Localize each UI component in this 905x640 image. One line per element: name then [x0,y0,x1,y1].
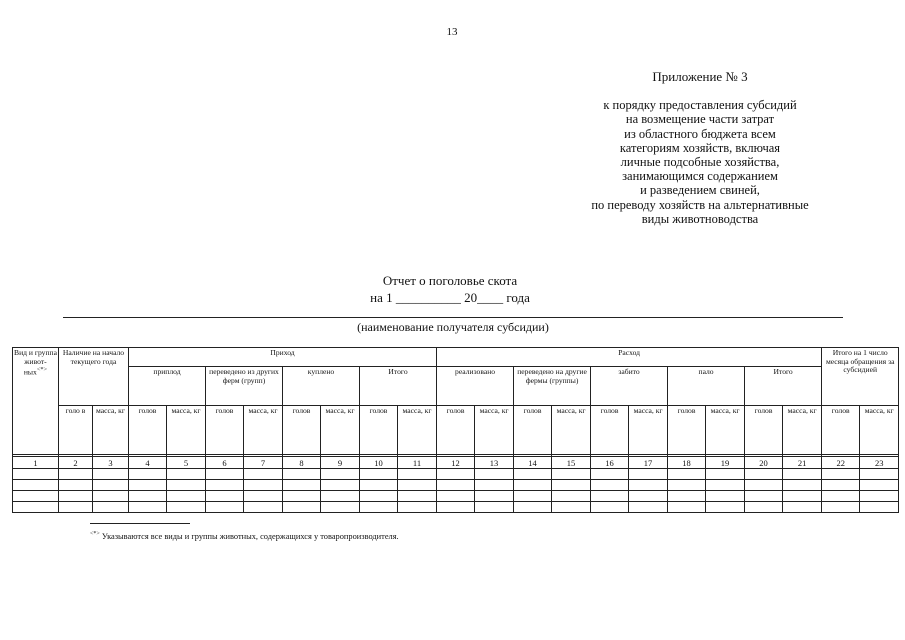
livestock-report-table [12,347,899,513]
header-mass: масса, кг [860,406,899,455]
column-number-cell: 13 [475,457,514,469]
header-heads: голов [745,406,783,455]
header-income-offspring: приплод [129,367,206,406]
header-mass: масса, кг [475,406,514,455]
header-heads: голов [206,406,244,455]
column-number-cell: 21 [783,457,822,469]
appendix-line: на возмещение части затрат [625,112,775,127]
recipient-caption: (наименование получателя субсидии) [357,320,549,334]
header-expense-slaughtered: забито [591,367,668,406]
header-heads: голов [668,406,706,455]
column-number-cell: 17 [629,457,668,469]
report-title-block [300,272,600,306]
footnote-mark: <*> [36,366,48,374]
column-number-cell: 7 [244,457,283,469]
footnote-mark: <*> [90,531,100,537]
appendix-line: из областного бюджета всем [624,126,776,141]
column-number-cell: 11 [398,457,437,469]
header-expense-sold: реализовано [437,367,514,406]
column-number-cell: 3 [93,457,129,469]
column-number-cell: 19 [706,457,745,469]
column-number-cell: 16 [591,457,629,469]
header-expense-total: Итого [745,367,822,406]
header-heads: голов [437,406,475,455]
header-mass: масса, кг [321,406,360,455]
header-income-bought: куплено [283,367,360,406]
header-heads: голов [129,406,167,455]
header-mass: масса, кг [167,406,206,455]
recipient-name-line [63,317,843,318]
column-number-cell: 20 [745,457,783,469]
column-number-cell: 12 [437,457,475,469]
header-expense-transferred: переведено на другие фермы (группы) [514,367,591,406]
appendix-line: к порядку предоставления субсидий [603,98,797,113]
column-number-cell: 18 [668,457,706,469]
appendix-line: по переводу хозяйств на альтернативные [591,197,809,212]
footnote-text: Указываются все виды и группы животных, содержащихся у товаропроизводителя. [101,531,399,541]
empty-data-row [13,502,899,513]
appendix-block [560,70,840,226]
header-heads: голов [591,406,629,455]
report-title: Отчет о поголовье скота [382,273,518,288]
column-number-cell: 10 [360,457,398,469]
column-number-cell: 23 [860,457,899,469]
empty-data-row [13,491,899,502]
appendix-line: виды животноводства [641,211,759,226]
column-number-cell: 9 [321,457,360,469]
column-number-cell: 4 [129,457,167,469]
header-income-total: Итого [360,367,437,406]
header-mass: масса, кг [629,406,668,455]
header-income-transferred: переведено из других ферм (групп) [206,367,283,406]
column-number-cell: 15 [552,457,591,469]
appendix-line: занимающимся содержанием [622,169,778,184]
header-heads: голов [514,406,552,455]
header-heads: голо в [59,406,93,455]
column-number-cell: 1 [13,457,59,469]
column-number-cell: 22 [822,457,860,469]
footnote-rule [90,523,190,524]
footnote [90,531,399,541]
header-heads: голов [360,406,398,455]
appendix-line: категориям хозяйств, включая [619,140,781,155]
header-mass: масса, кг [244,406,283,455]
appendix-line: личные подсобные хозяйства, [620,155,780,170]
column-number-cell: 6 [206,457,244,469]
empty-data-row [13,469,899,480]
column-number-cell: 8 [283,457,321,469]
column-number-cell: 5 [167,457,206,469]
header-mass: масса, кг [93,406,129,455]
header-total-month: Итого на 1 число месяца обращения за субсидией [822,348,899,406]
appendix-title: Приложение № 3 [652,69,748,84]
empty-data-row [13,480,899,491]
page-number: 13 [446,26,458,38]
header-mass: масса, кг [706,406,745,455]
report-date-line: на 1 __________ 20____ года [370,290,530,305]
header-expense: Расход [437,348,822,367]
header-animal-kind: Вид и группа живот-ных<*> [13,348,59,455]
header-mass: масса, кг [783,406,822,455]
header-income: Приход [129,348,437,367]
header-mass: масса, кг [552,406,591,455]
header-heads: голов [822,406,860,455]
column-number-cell: 2 [59,457,93,469]
appendix-line: и разведением свиней, [640,183,760,198]
header-mass: масса, кг [398,406,437,455]
header-heads: голов [283,406,321,455]
column-number-row [13,457,899,469]
header-start-of-year: Наличие на начало текущего года [59,348,129,406]
column-number-cell: 14 [514,457,552,469]
header-expense-died: пало [668,367,745,406]
